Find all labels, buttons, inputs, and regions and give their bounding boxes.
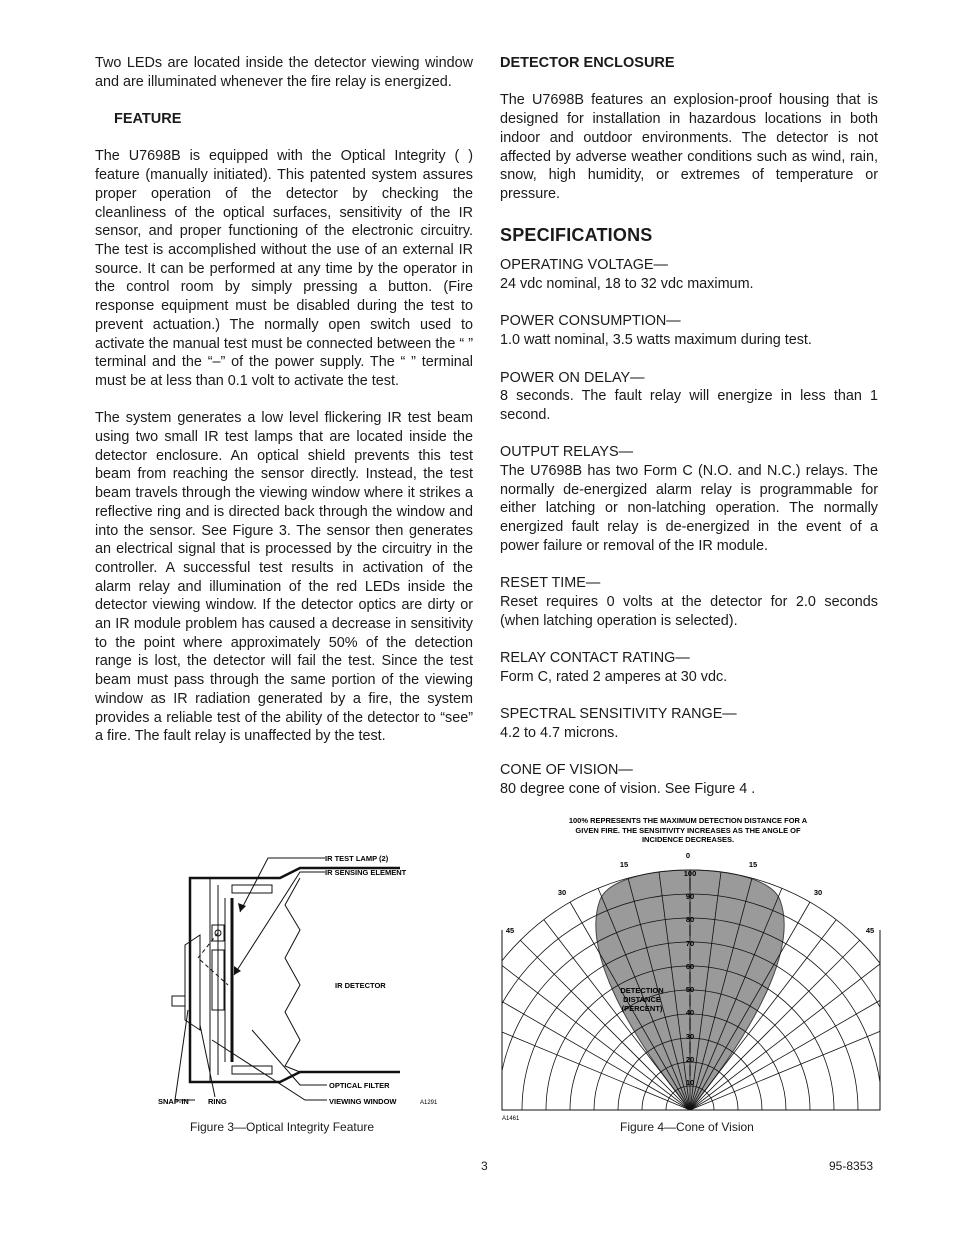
spec-body: The U7698B has two Form C (N.O. and N.C.) relays. The normally de-energized alarm relay is programmable for either latching or non-latching operation. The normally energized fault relay is de-energized in the event of a power failure or removal of the IR module.: [500, 463, 878, 554]
fig4-angle-30-right: 30: [813, 888, 823, 897]
spec-heading: OUTPUT RELAYS—: [500, 444, 634, 461]
spec-body: 8 seconds. The fault relay will energize in less than 1 second.: [500, 388, 878, 423]
fig3-code: A1291: [420, 1100, 438, 1106]
fig4-scale-30: 30: [685, 1032, 695, 1041]
fig4-note-line-3: INCIDENCE DECREASES.: [641, 835, 735, 844]
spec-heading: POWER ON DELAY—: [500, 369, 645, 386]
fig4-detection-label-1: DETECTION: [620, 986, 664, 995]
fig3-label-sensing: IR SENSING ELEMENT: [325, 868, 407, 877]
spec-item: [500, 369, 878, 425]
fig4-angle-15-left: 15: [619, 860, 629, 869]
fig4-scale-50: 50: [685, 985, 695, 994]
fig4-angle-15-right: 15: [748, 860, 758, 869]
figure-3-diagram: [150, 845, 450, 1115]
fig3-label-ring: RING: [208, 1097, 227, 1106]
fig3-label-snap-in: SNAP-IN: [158, 1097, 189, 1106]
fig4-scale-20: 20: [685, 1055, 695, 1064]
fig3-label-detector: IR DETECTOR: [335, 981, 386, 990]
fig4-scale-60: 60: [685, 962, 695, 971]
spec-body: 80 degree cone of vision. See Figure 4 .: [500, 780, 756, 797]
fig3-label-window: VIEWING WINDOW: [329, 1097, 397, 1106]
fig4-detection-label-2: DISTANCE: [623, 995, 661, 1004]
fig4-scale-70: 70: [685, 939, 695, 948]
right-column: [500, 54, 878, 817]
spec-body: 4.2 to 4.7 microns.: [500, 724, 619, 741]
spec-body: Form C, rated 2 amperes at 30 vdc.: [500, 668, 728, 685]
spec-body: 24 vdc nominal, 18 to 32 vdc maximum.: [500, 276, 754, 293]
figure-4-caption: Figure 4—Cone of Vision: [620, 1120, 754, 1134]
fig4-scale-100: 100: [683, 869, 697, 878]
feature-paragraph-1: The U7698B is equipped with the Optical Integrity ( ) feature (manually initiated). This patented system assures proper operation of the detector by checking the cleanliness of the optical surfaces, sensitivity of the IR sensor, and proper functioning of the electronic circuitry. The test is accomplished without the use of an external IR source. It can be performed at any time by the operator in the control room by simply pressing a button. (Fire response equipment must be disabled during the test to prevent actuation.) The normally open switch used to activate the manual test must be connected between the “ ” terminal and the “–” of the power supply. The “ ” terminal must be at less than 0.1 volt to activate the test.: [95, 148, 473, 389]
fig4-angle-45-left: 45: [505, 926, 515, 935]
fig4-note-line-2: GIVEN FIRE. THE SENSITIVITY INCREASES AS THE ANGLE OF: [575, 826, 801, 835]
intro-paragraph: Two LEDs are located inside the detector viewing window and are illuminated whenever the fire relay is energized.: [95, 55, 473, 90]
spec-heading: POWER CONSUMPTION—: [500, 313, 681, 330]
spec-item: [500, 574, 878, 630]
spec-body: Reset requires 0 volts at the detector for 2.0 seconds (when latching operation is selected).: [500, 593, 878, 629]
page-number: 3: [481, 1159, 488, 1173]
spec-heading: OPERATING VOLTAGE—: [500, 257, 668, 274]
specifications-heading: SPECIFICATIONS: [500, 224, 653, 245]
spec-item: [500, 705, 878, 742]
figure-4-chart: [495, 812, 890, 1124]
fig3-label-filter: OPTICAL FILTER: [329, 1081, 390, 1090]
enclosure-paragraph: The U7698B features an explosion-proof housing that is designed for installation in hazardous locations in both indoor and outdoor environments. The detector is not affected by adverse weather conditions such as wind, rain, snow, high humidity, or extremes of temperature or pressure.: [500, 92, 878, 202]
fig4-angle-30-left: 30: [557, 888, 567, 897]
spec-item: [500, 443, 878, 555]
fig4-detection-label-3: (PERCENT): [621, 1004, 663, 1013]
fig4-scale-80: 80: [685, 915, 695, 924]
fig4-scale-40: 40: [685, 1008, 695, 1017]
fig4-angle-45-right: 45: [865, 926, 875, 935]
fig4-code: A1461: [502, 1116, 520, 1122]
spec-item: [500, 256, 878, 293]
spec-body: 1.0 watt nominal, 3.5 watts maximum during test.: [500, 332, 812, 349]
spec-heading: CONE OF VISION—: [500, 762, 633, 779]
feature-heading: FEATURE: [114, 111, 182, 128]
spec-heading: RELAY CONTACT RATING—: [500, 650, 690, 666]
spec-item: [500, 649, 878, 686]
fig4-note-line-1: 100% REPRESENTS THE MAXIMUM DETECTION DISTANCE FOR A: [568, 816, 808, 825]
spec-item: [500, 312, 878, 349]
left-column: [95, 54, 473, 746]
document-number: 95-8353: [829, 1159, 874, 1173]
fig4-angle-0: 0: [685, 851, 691, 860]
fig3-label-lamp: IR TEST LAMP (2): [325, 854, 389, 863]
figure-3-caption: Figure 3—Optical Integrity Feature: [190, 1120, 375, 1134]
spec-list: [500, 256, 878, 798]
spec-heading: SPECTRAL SENSITIVITY RANGE—: [500, 706, 737, 723]
fig4-scale-90: 90: [685, 892, 695, 901]
fig4-scale-10: 10: [685, 1078, 695, 1087]
spec-heading: RESET TIME—: [500, 575, 601, 592]
feature-paragraph-2: The system generates a low level flickering IR test beam using two small IR test lamps that are located inside the detector enclosure. An optical shield prevents this test beam from reaching the sensor directly. Instead, the test beam travels through the viewing window where it strikes a reflective ring and is directed back through the window and into the sensor. See Figure 3. The sensor then generates an electrical signal that is processed by the circuitry in the controller. A successful test results in activation of the alarm relay and illumination of the red LEDs inside the detector viewing window. If the detector optics are dirty or an IR module problem has caused a decrease in sensitivity to the point where approximately 50% of the detection range is lost, the detector will fail the test. Since the test beam must pass through the same portion of the viewing window as IR radiation generated by a fire, the system provides a reliable test of the ability of the detector to “see” a fire. The fault relay is unaffected by the test.: [95, 410, 473, 745]
enclosure-heading: DETECTOR ENCLOSURE: [500, 55, 675, 71]
spec-item: [500, 761, 878, 798]
